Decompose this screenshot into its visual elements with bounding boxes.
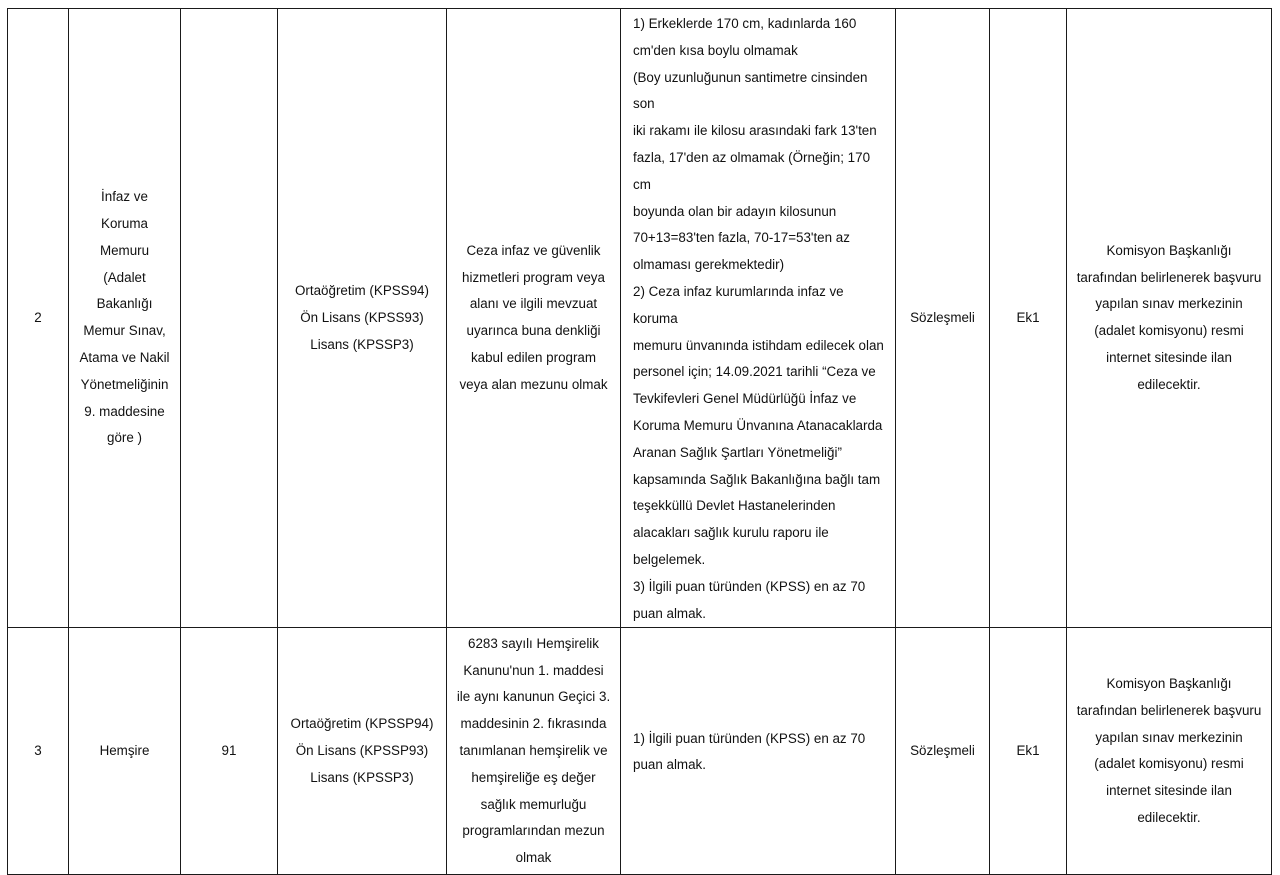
requirement-line: 1) İlgili puan türünden (KPSS) en az 70 — [633, 730, 866, 746]
requirement-line: 70+13=83'ten fazla, 70-17=53'ten az — [633, 230, 850, 246]
program-requirement-line: kabul edilen program — [470, 349, 597, 365]
position-title-line: İnfaz ve — [101, 189, 148, 205]
program-requirement-cell — [447, 628, 621, 875]
position-title-cell — [69, 628, 181, 875]
program-requirement-line: programlarından mezun — [462, 823, 605, 839]
other-requirements-cell — [621, 628, 896, 875]
program-requirement-line: maddesinin 2. fıkrasında — [460, 716, 607, 732]
requirement-line: Tevkifevleri Genel Müdürlüğü İnfaz ve — [633, 391, 857, 407]
exam-place-line: tarafından belirlenerek başvuru — [1076, 269, 1262, 285]
position-title-line: Hemşire — [99, 742, 150, 758]
requirement-line: 3) İlgili puan türünden (KPSS) en az 70 — [633, 578, 866, 594]
row-number-cell — [8, 9, 69, 628]
program-requirement-line: 6283 sayılı Hemşirelik — [468, 635, 599, 651]
requirement-line: alacakları sağlık kurulu raporu ile — [633, 525, 829, 541]
exam-place-line: yapılan sınav merkezinin — [1095, 296, 1243, 312]
requirement-line: 2) Ceza infaz kurumlarında infaz ve koruma — [633, 283, 844, 326]
requirement-line: puan almak. — [633, 757, 706, 773]
row-number: 2 — [34, 309, 42, 325]
employment-type: Sözleşmeli — [910, 309, 975, 325]
exam-place-line: Komisyon Başkanlığı — [1106, 242, 1232, 258]
exam-place-line: (adalet komisyonu) resmi — [1094, 756, 1244, 772]
education-level-line: Ön Lisans (KPSS93) — [300, 309, 424, 325]
position-title-line: Memuru — [99, 242, 150, 258]
requirement-line: Koruma Memuru Ünvanına Atanacaklarda — [633, 417, 883, 433]
requirement-line: teşekküllü Devlet Hastanelerinden — [633, 498, 836, 514]
requirement-line: belgelemek. — [633, 551, 706, 567]
position-title-line: Atama ve Nakil — [79, 349, 170, 365]
requirement-line: memuru ünvanında istihdam edilecek olan — [633, 337, 884, 353]
requirement-line: fazla, 17'den az olmamak (Örneğin; 170 cm — [633, 149, 871, 192]
program-requirement-cell — [447, 9, 621, 628]
exam-place-line: yapılan sınav merkezinin — [1095, 729, 1243, 745]
requirement-line: boyunda olan bir adayın kilosunun — [633, 203, 837, 219]
exam-place-line: edilecektir. — [1137, 809, 1201, 825]
requirement-line: (Boy uzunluğunun santimetre cinsinden son — [633, 69, 868, 112]
annex-ref: Ek1 — [1016, 309, 1040, 325]
annex-ref: Ek1 — [1016, 742, 1040, 758]
position-count: 91 — [221, 742, 237, 758]
table-row — [8, 628, 1272, 875]
program-requirement-line: tanımlanan hemşirelik ve — [459, 742, 608, 758]
annex-cell — [990, 9, 1067, 628]
program-requirement-line: veya alan mezunu olmak — [459, 376, 608, 392]
employment-type: Sözleşmeli — [910, 742, 975, 758]
program-requirement-line: hizmetleri program veya — [462, 269, 605, 285]
position-title-line: Koruma — [101, 215, 148, 231]
program-requirement-line: uyarınca buna denkliği — [466, 323, 601, 339]
exam-place-line: (adalet komisyonu) resmi — [1094, 323, 1244, 339]
position-count-cell — [181, 9, 278, 628]
position-title-line: (Adalet — [103, 269, 146, 285]
program-requirement-line: Ceza infaz ve güvenlik — [466, 242, 601, 258]
education-level-line: Lisans (KPSSP3) — [310, 336, 414, 352]
program-requirement-line: sağlık memurluğu — [480, 796, 587, 812]
requirement-line: kapsamında Sağlık Bakanlığına bağlı tam — [633, 471, 881, 487]
position-title-line: göre ) — [107, 430, 142, 446]
table-row — [8, 9, 1272, 628]
education-level-line: Ön Lisans (KPSSP93) — [295, 742, 429, 758]
employment-type-cell — [896, 9, 990, 628]
education-level-line: Ortaöğretim (KPSS94) — [295, 282, 429, 298]
exam-place-cell — [1067, 9, 1272, 628]
program-requirement-line: ile aynı kanunun Geçici 3. — [456, 689, 611, 705]
program-requirement-line: alanı ve ilgili mevzuat — [469, 296, 598, 312]
exam-place-line: internet sitesinde ilan — [1106, 783, 1232, 799]
program-requirement-line: olmak — [515, 850, 552, 866]
position-title-line: 9. maddesine — [84, 403, 165, 419]
exam-place-cell — [1067, 628, 1272, 875]
row-number: 3 — [34, 742, 42, 758]
row-number-cell — [8, 628, 69, 875]
requirement-line: puan almak. — [633, 605, 706, 621]
requirement-line: iki rakamı ile kilosu arasındaki fark 13'ten — [633, 123, 877, 139]
other-requirements-cell — [621, 9, 896, 628]
requirement-line: 1) Erkeklerde 170 cm, kadınlarda 160 — [633, 16, 857, 31]
requirement-line: Aranan Sağlık Şartları Yönetmeliği” — [633, 444, 842, 460]
position-title-cell — [69, 9, 181, 628]
employment-type-cell — [896, 628, 990, 875]
education-level-line: Lisans (KPSSP3) — [310, 769, 414, 785]
exam-place-line: Komisyon Başkanlığı — [1106, 675, 1232, 691]
education-level-line: Ortaöğretim (KPSSP94) — [290, 716, 434, 732]
positions-table — [7, 8, 1272, 875]
exam-place-line: tarafından belirlenerek başvuru — [1076, 702, 1262, 718]
exam-place-line: edilecektir. — [1137, 376, 1201, 392]
position-title-line: Yönetmeliğinin — [80, 376, 169, 392]
requirement-line: personel için; 14.09.2021 tarihli “Ceza ve — [633, 364, 876, 380]
annex-cell — [990, 628, 1067, 875]
position-title-line: Memur Sınav, — [83, 323, 166, 339]
exam-place-line: internet sitesinde ilan — [1106, 349, 1232, 365]
education-level-cell — [278, 9, 447, 628]
program-requirement-line: hemşireliğe eş değer — [471, 769, 596, 785]
education-level-cell — [278, 628, 447, 875]
requirement-line: olmaması gerekmektedir) — [633, 257, 785, 273]
position-title-line: Bakanlığı — [96, 296, 153, 312]
position-count-cell — [181, 628, 278, 875]
program-requirement-line: Kanunu'nun 1. maddesi — [463, 662, 604, 678]
requirement-line: cm'den kısa boylu olmamak — [633, 42, 798, 58]
